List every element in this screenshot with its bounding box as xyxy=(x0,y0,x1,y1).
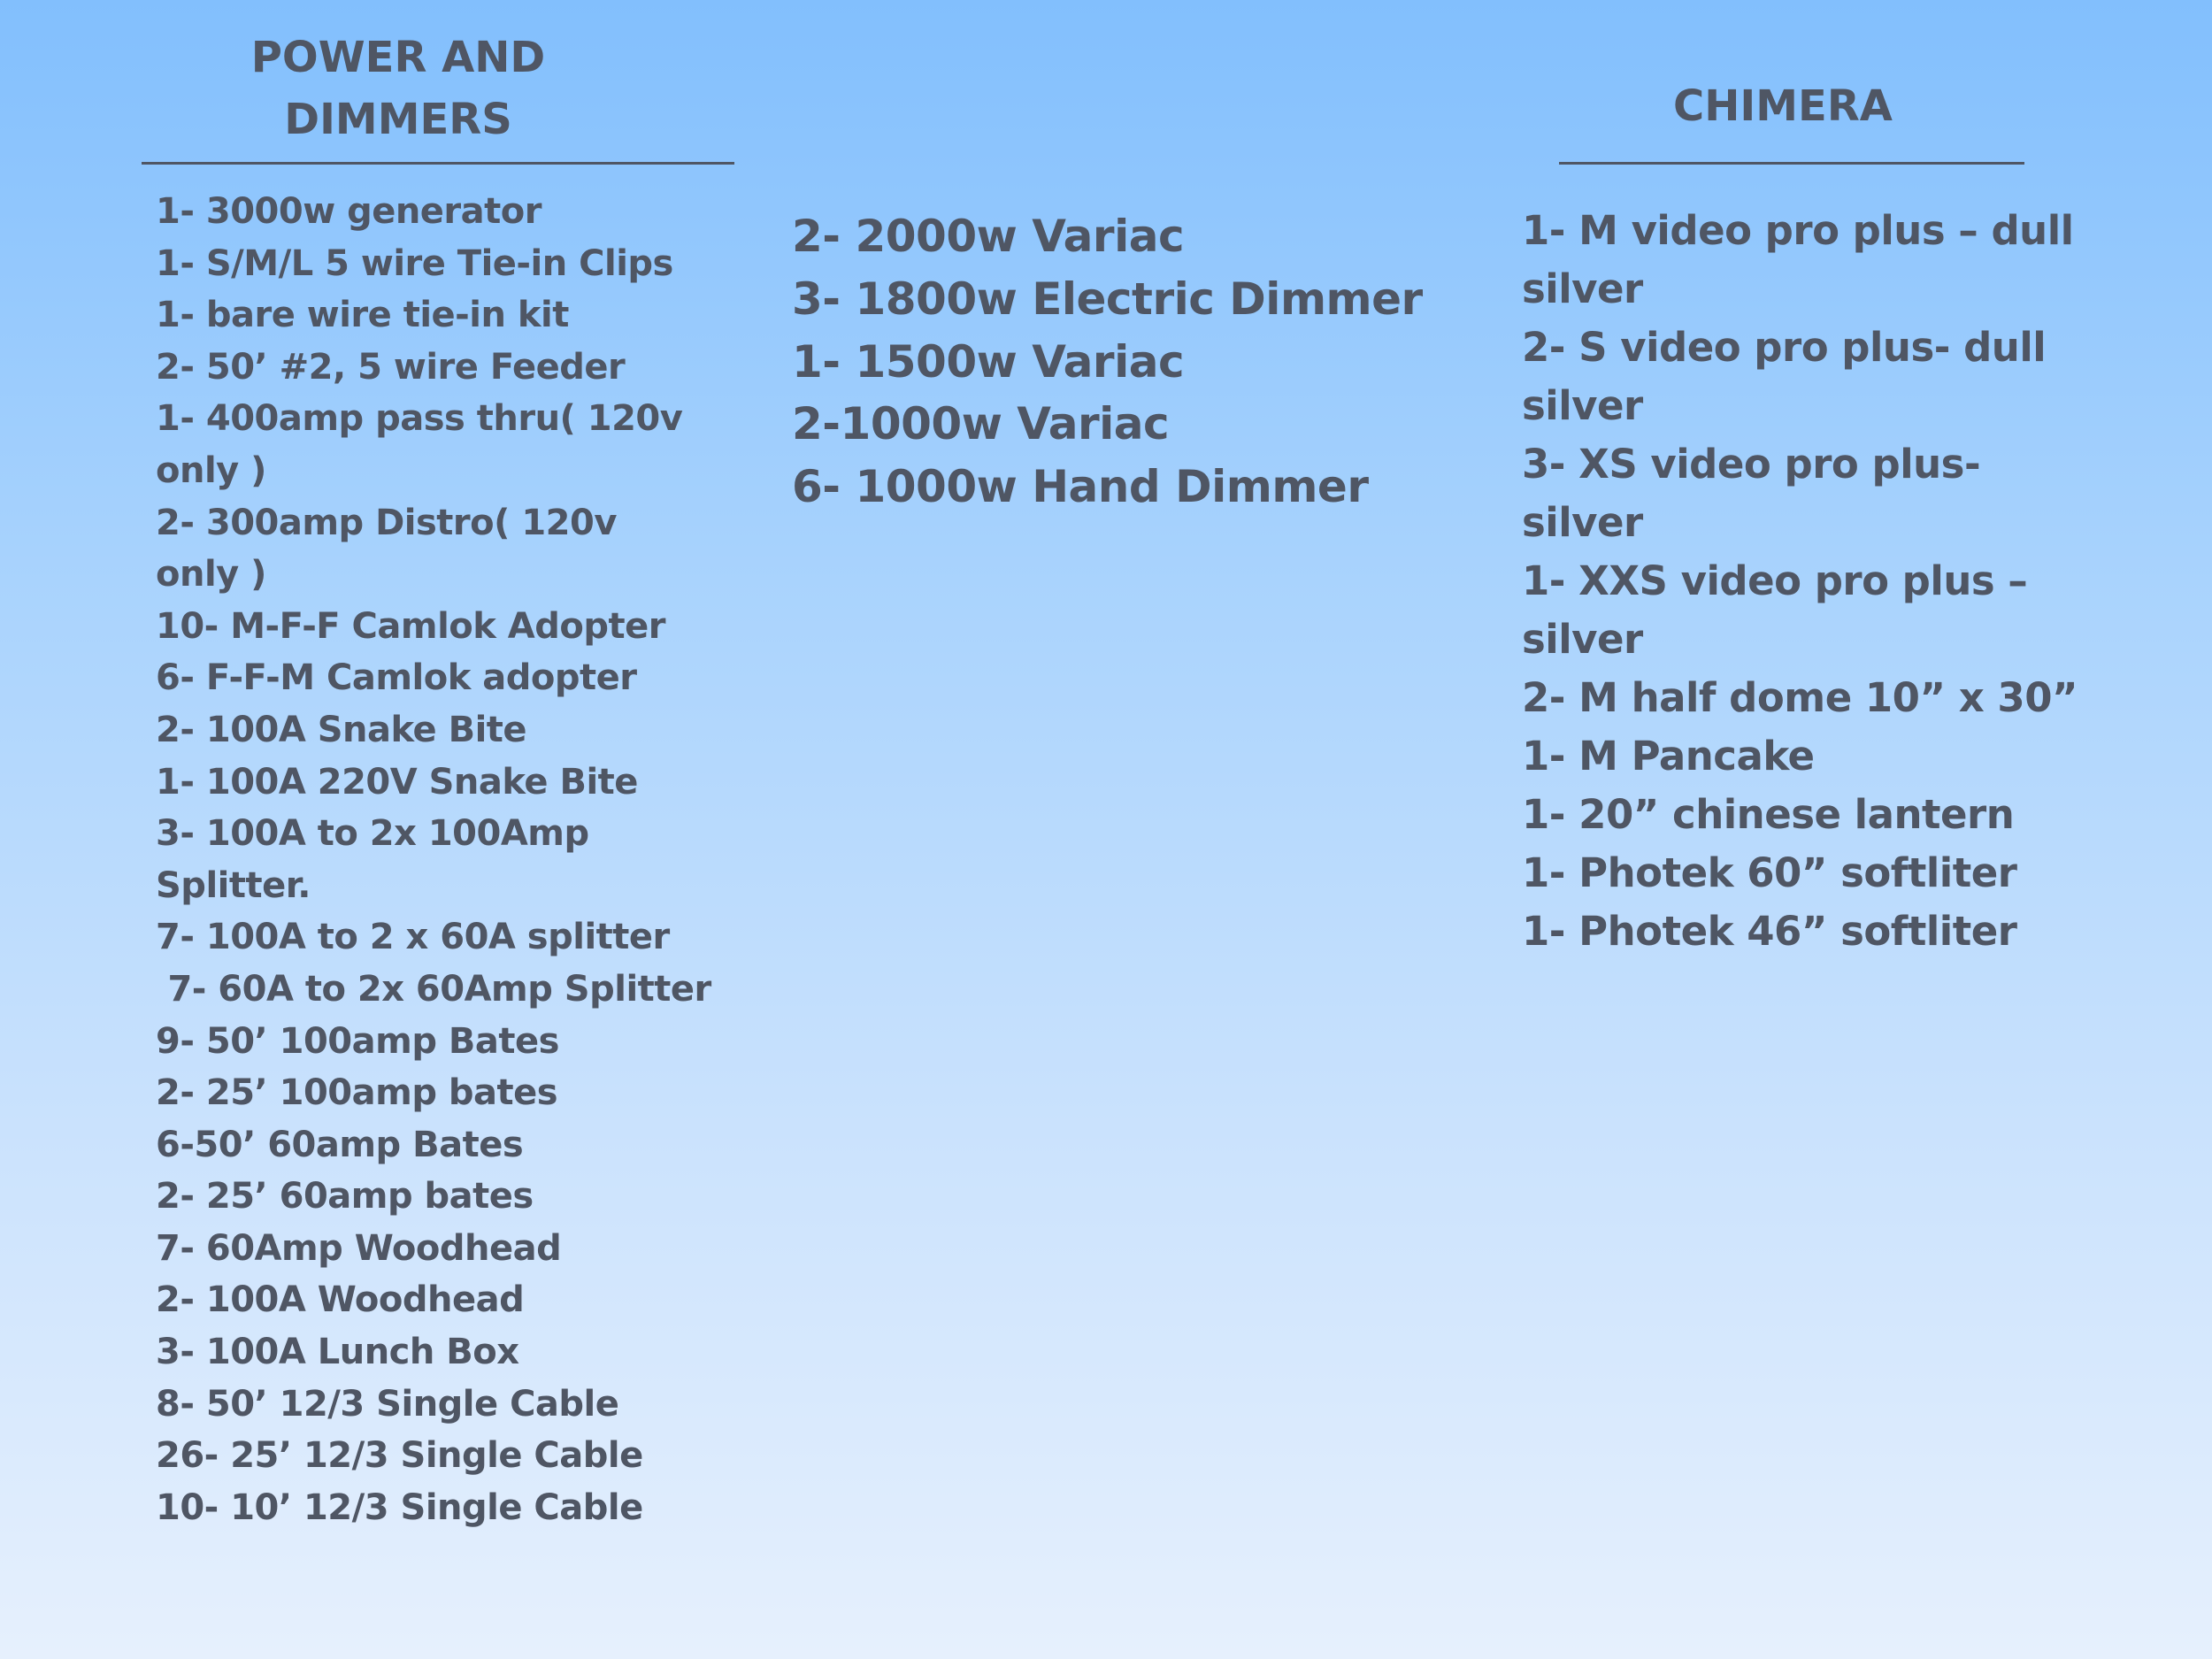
list-item: 1- S/M/L 5 wire Tie-in Clips xyxy=(156,242,673,284)
list-item: 2- 300amp Distro( 120v xyxy=(156,502,617,543)
chimera-heading: CHIMERA xyxy=(1673,81,1893,131)
list-item: 2- S video pro plus- dull xyxy=(1522,324,2047,371)
list-item: 1- 1500w Variac xyxy=(792,335,1185,388)
list-item: 6- F-F-M Camlok adopter xyxy=(156,657,637,699)
list-item: 6-50’ 60amp Bates xyxy=(156,1124,524,1165)
list-item: 3- 100A to 2x 100Amp xyxy=(156,813,589,855)
list-item: 3- 100A Lunch Box xyxy=(156,1332,519,1373)
list-item: 2- 25’ 60amp bates xyxy=(156,1176,534,1217)
list-item: 10- M-F-F Camlok Adopter xyxy=(156,605,665,647)
list-item: 1- Photek 46” softliter xyxy=(1522,908,2017,955)
list-item: 1- bare wire tie-in kit xyxy=(156,295,569,336)
list-item: 7- 60A to 2x 60Amp Splitter xyxy=(156,968,711,1010)
list-item: 1- M Pancake xyxy=(1522,733,1815,780)
list-item: 9- 50’ 100amp Bates xyxy=(156,1020,559,1062)
power-and-dimmers-list xyxy=(156,186,722,1533)
list-item: 2- 25’ 100amp bates xyxy=(156,1072,558,1114)
list-item: 10- 10’ 12/3 Single Cable xyxy=(156,1486,643,1528)
list-item: 7- 100A to 2 x 60A splitter xyxy=(156,917,670,958)
list-item: 8- 50’ 12/3 Single Cable xyxy=(156,1383,619,1425)
list-item: 1- 100A 220V Snake Bite xyxy=(156,761,638,803)
list-item: 1- 400amp pass thru( 120v xyxy=(156,398,683,440)
list-item: only ) xyxy=(156,449,266,491)
list-item: 2- 50’ #2, 5 wire Feeder xyxy=(156,346,626,388)
list-item: 7- 60Amp Woodhead xyxy=(156,1227,562,1269)
list-item: 1- M video pro plus – dull xyxy=(1522,207,2074,254)
list-item: silver xyxy=(1522,616,1643,663)
list-item: 1- XXS video pro plus – xyxy=(1522,557,2028,604)
list-item: silver xyxy=(1522,265,1643,312)
list-item: 3- XS video pro plus- xyxy=(1522,441,1981,488)
power-and-dimmers-heading xyxy=(133,27,664,150)
list-item: 2-1000w Variac xyxy=(792,398,1170,450)
list-item: 1- 20” chinese lantern xyxy=(1522,791,2015,838)
list-item: 2- 100A Woodhead xyxy=(156,1279,525,1321)
list-item: 6- 1000w Hand Dimmer xyxy=(792,461,1369,513)
list-item: 2- 2000w Variac xyxy=(792,211,1185,262)
power-and-dimmers-heading-line1: POWER AND xyxy=(250,33,546,82)
list-item: 26- 25’ 12/3 Single Cable xyxy=(156,1435,643,1477)
power-and-dimmers-heading-line2: DIMMERS xyxy=(284,95,512,144)
list-item: only ) xyxy=(156,554,266,595)
chimera-divider xyxy=(1559,162,2024,165)
list-item: 2- 100A Snake Bite xyxy=(156,709,527,750)
power-and-dimmers-divider xyxy=(142,162,734,165)
chimera-list xyxy=(1522,202,2088,961)
list-item: 2- M half dome 10” x 30” xyxy=(1522,674,2078,721)
list-item: silver xyxy=(1522,382,1643,429)
list-item: Splitter. xyxy=(156,864,311,906)
dimmer-variac-list xyxy=(792,205,1500,518)
list-item: 3- 1800w Electric Dimmer xyxy=(792,273,1423,325)
list-item: 1- 3000w generator xyxy=(156,191,541,232)
list-item: silver xyxy=(1522,499,1643,546)
list-item: 1- Photek 60” softliter xyxy=(1522,849,2017,896)
